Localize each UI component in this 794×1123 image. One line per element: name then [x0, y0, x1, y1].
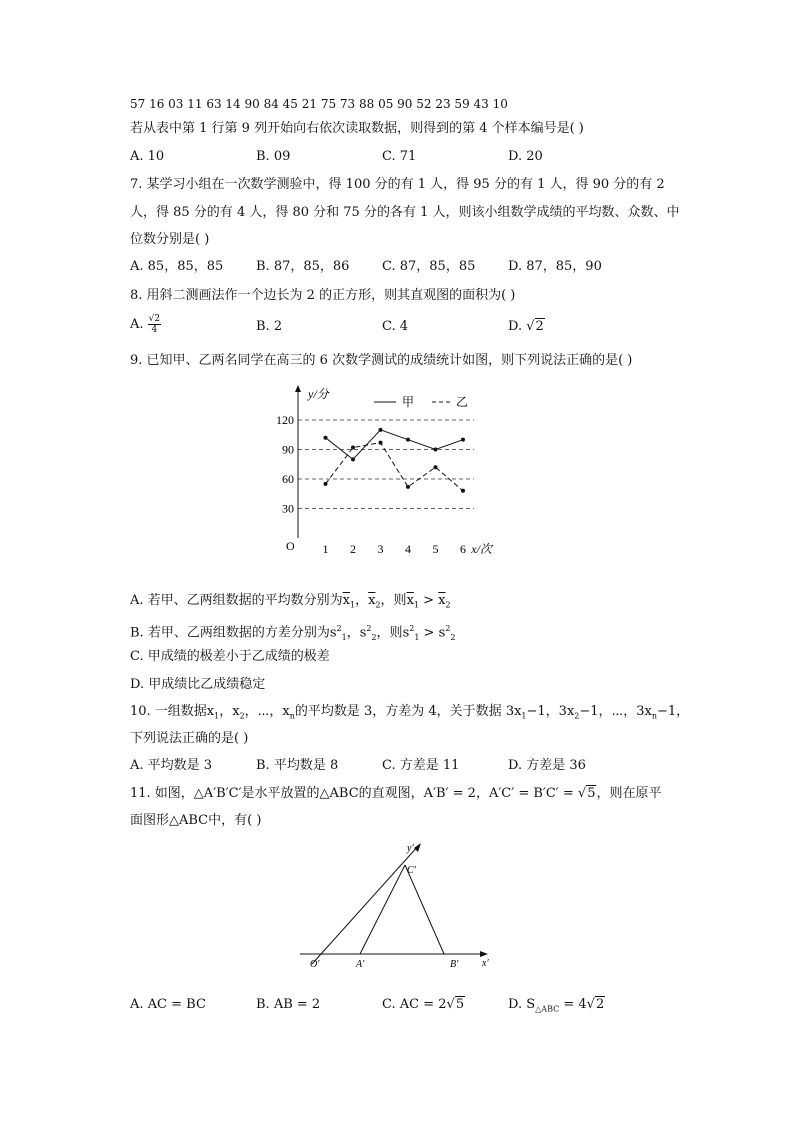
q11-option-d: D. $S_{\triangle ABC} = 4√2$ [508, 997, 605, 1014]
y-tick-label: 60 [282, 472, 294, 486]
q8-option-c: C. 4 [382, 319, 409, 334]
data-point [351, 457, 355, 461]
data-point [324, 482, 328, 486]
q9-option-d: D. 甲成绩比乙成绩稳定 [130, 677, 266, 692]
q8-option-a: A. $\frac{√2}{4}$ [130, 314, 161, 335]
label-a: A′ [356, 959, 365, 970]
q11-option-c: C. AC = 2√5 [382, 997, 465, 1012]
y-tick-label: 30 [282, 501, 294, 516]
q8-option-b: B. 2 [256, 319, 283, 334]
y-tick-label: 120 [276, 413, 294, 427]
sqrt: √5 [577, 786, 596, 801]
x-tick-label: 5 [432, 542, 439, 556]
series-line-甲 [326, 430, 464, 460]
label-b: B′ [450, 959, 459, 970]
chart-grid [298, 420, 474, 509]
y-axis [312, 845, 419, 964]
y-axis-label: y/分 [308, 387, 329, 401]
data-point [379, 441, 383, 445]
segment-b-c [405, 865, 444, 954]
q6-option-b: B. 09 [256, 149, 291, 164]
q10-line1: 10. 一组数据$x_1$，$x_2$，⋯，$x_n$的平均数是 3，方差为 4，关于数据 $3x_1-1$，$3x_2-1$，⋯，$3x_n-1$， [130, 704, 690, 721]
q6-stem: 若从表中第 1 行第 9 列开始向右依次读取数据，则得到的第 4 个样本编号是( ) [130, 121, 584, 136]
q8-stem: 8. 用斜二测画法作一个边长为 2 的正方形，则其直观图的面积为( ) [130, 288, 516, 303]
data-point [461, 489, 465, 493]
random-number-row: 57 16 03 11 63 14 90 84 45 21 75 73 88 05 90 52 23 59 43 10 [130, 97, 508, 111]
x-tick-label: 6 [460, 542, 466, 556]
chart-labels [276, 387, 494, 556]
x-tick-label: 4 [405, 542, 411, 556]
q10-option-c: C. 方差是 11 [382, 758, 460, 773]
q11-option-a: A. AC = BC [130, 997, 206, 1012]
q9-option-a: A. 若甲、乙两组数据的平均数分别为$\overline{x}_1$，$\overline{x}_2$，则$\overline{x}_1 > \overline{x}_2$ [130, 593, 451, 610]
y-tick-label: 90 [282, 442, 294, 457]
q6-option-a: A. 10 [130, 149, 165, 164]
label-c: C′ [407, 865, 416, 876]
sqrt: √2 [526, 319, 544, 334]
sqrt: √5 [446, 997, 465, 1012]
x-axis-arrow [480, 951, 488, 957]
origin-label: O [286, 539, 295, 553]
data-point [461, 438, 465, 442]
q10-option-a: A. 平均数是 3 [130, 758, 213, 773]
chart-series [324, 428, 466, 493]
data-point [406, 485, 410, 489]
q7-line3: 位数分别是( ) [130, 232, 210, 247]
q7-line2: 人，得 85 分的有 4 人，得 80 分和 75 分的各有 1 人，则该小组数学成绩的平均数、众数、中 [130, 205, 680, 220]
line-chart [270, 380, 530, 565]
label-o: O′ [310, 959, 320, 970]
segment-a-c [360, 865, 405, 954]
q9-option-c: C. 甲成绩的极差小于乙成绩的极差 [130, 649, 330, 664]
q7-option-d: D. 87，85，90 [508, 259, 602, 274]
q10-line2: 下列说法正确的是( ) [130, 731, 249, 746]
q11-line2: 面图形△ABC中，有( ) [130, 813, 262, 828]
x-tick-label: 2 [350, 542, 356, 556]
oblique-triangle-figure [290, 835, 500, 975]
q8-option-d: D. √2 [508, 319, 544, 334]
chart-axes [295, 385, 301, 538]
q7-option-b: B. 87，85，86 [256, 259, 350, 274]
chart-legend [374, 395, 468, 409]
q7-option-c: C. 87，85，85 [382, 259, 476, 274]
legend-dashed-label: 乙 [456, 395, 469, 409]
x-axis-label: x/次 [471, 542, 492, 556]
q6-option-c: C. 71 [382, 149, 417, 164]
q9-stem: 9. 已知甲、乙两名同学在高三的 6 次数学测试的成绩统计如图，则下列说法正确的是( ) [130, 353, 633, 368]
series-line-乙 [326, 443, 464, 491]
q10-option-b: B. 平均数是 8 [256, 758, 339, 773]
y-axis-arrow [414, 843, 421, 852]
label-x: x′ [482, 958, 489, 969]
q11-option-b: B. AB = 2 [256, 997, 321, 1012]
data-point [379, 428, 383, 432]
data-point [434, 465, 438, 469]
data-point [406, 438, 410, 442]
q6-option-d: D. 20 [508, 149, 543, 164]
data-point [434, 448, 438, 452]
q10-option-d: D. 方差是 36 [508, 758, 586, 773]
legend-solid-label: 甲 [402, 395, 415, 409]
x-tick-label: 3 [377, 542, 384, 556]
y-axis-arrow [295, 385, 301, 392]
fraction: $\frac{√2}{4}$ [148, 314, 161, 335]
data-point [324, 436, 328, 440]
q11-line1: 11. 如图，△A′B′C′是水平放置的△ABC的直观图，A′B′ = 2，A′C′ = B′C′ = √5，则在原平 [130, 786, 662, 801]
q7-option-a: A. 85，85，85 [130, 259, 224, 274]
data-point [351, 446, 355, 450]
q7-line1: 7. 某学习小组在一次数学测验中，得 100 分的有 1 人，得 95 分的有 1 人，得 90 分的有 2 [130, 177, 665, 192]
label-y: y′ [407, 843, 414, 854]
sqrt: √2 [586, 997, 605, 1012]
q9-option-b: B. 若甲、乙两组数据的方差分别为$s^2_1$，$s^2_2$，则$s^2_1 > s^2_2$ [130, 624, 456, 642]
x-tick-label: 1 [322, 542, 329, 556]
